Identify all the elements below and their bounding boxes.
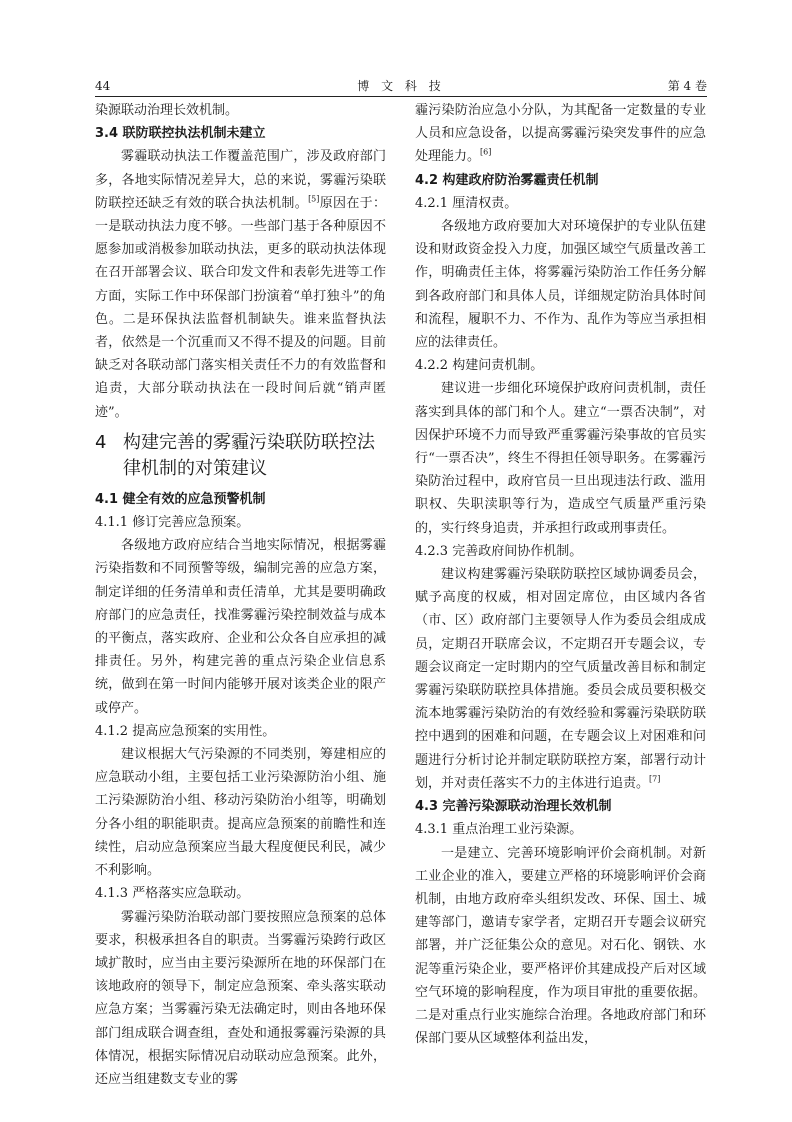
paragraph (415, 563, 706, 795)
text-run: 原因在于：一是联动执法力度不够。一些部门基于各种原因不愿参加或消极参加联动执法，更多的联动执法体现在召开部署会议、联合印发文件和表彰先进等工作方面，实际工作中环保部门扮演着“单打独斗”的角色。二是环保执法监督机制缺失。谁来监督执法者，依然是一个沉重而又不得不提及的问题。目前缺乏对各联动部门落实相关责任不力的有效监督和追责，大部分联动执法在一段时间后就“销声匿迹”。 (95, 195, 386, 420)
text-run: 各级地方政府要加大对环境保护的专业队伍建设和财政资金投入力度，加强区域空气质量改善工作，明确责任主体，将雾霾污染防治工作任务分解到各政府部门和具体人员，详细规定防治具体时间和流程，履职不力、不作为、乱作为等应当承担相应的法律责任。 (415, 219, 706, 351)
text-run: 4.1.3 严格落实应急联动。 (95, 886, 250, 902)
right-column (415, 99, 706, 1050)
text-run: 4.2 构建政府防治雾霾责任机制 (415, 172, 599, 188)
subsection-heading (415, 169, 706, 192)
paragraph (415, 377, 706, 539)
subsection-heading (415, 795, 706, 818)
volume-label: 第 4 卷 (667, 79, 707, 93)
section-number: 4 (95, 431, 107, 453)
paragraph (95, 145, 386, 423)
subsubsection-heading (415, 540, 706, 563)
subsubsection-heading (415, 354, 706, 377)
text-run: 各级地方政府应结合当地实际情况，根据雾霾污染指数和不同预警等级，编制完善的应急方案，制定详细的任务清单和责任清单，尤其是要明确政府部门的应急责任，找准雾霾污染控制效益与成本的平衡点，落实政府、企业和公众各自应承担的减排责任。另外，构建完善的重点污染企业信息系统，做到在第一时间内能够开展对该类企业的限产或停产。 (95, 538, 386, 716)
paragraph (95, 534, 386, 720)
citation-ref: [6] (480, 148, 492, 158)
text-run: 4.2.2 构建问责机制。 (415, 358, 544, 374)
left-column (95, 99, 386, 1091)
text-run: 4.1.1 修订完善应急预案。 (95, 515, 250, 531)
subsection-heading (95, 488, 386, 511)
paragraph (415, 842, 706, 1051)
text-run: 一是建立、完善环境影响评价会商机制。对新工业企业的准入，要建立严格的环境影响评价会商机制，由地方政府牵头组织发改、环保、国土、城建等部门，邀请专家学者，定期召开专题会议研究部署，并广泛征集公众的意见。对石化、钢铁、水泥等重污染企业，要严格评价其建成投产后对区域空气环境的影响程度，作为项目审批的重要依据。二是对重点行业实施综合治理。各地政府部门和环保部门要从区域整体利益出发， (415, 845, 706, 1047)
subsubsection-heading (95, 511, 386, 534)
text-run: 4.3 完善污染源联动治理长效机制 (415, 799, 612, 815)
text-run: 4.2.1 厘清权责。 (415, 195, 518, 211)
section-heading (95, 430, 386, 482)
text-run: 染源联动治理长效机制。 (95, 103, 239, 118)
paragraph (95, 743, 386, 882)
page-header (95, 78, 707, 97)
text-run: 4.3.1 重点治理工业污染源。 (415, 822, 583, 838)
text-run: 雾霾污染防治联动部门要按照应急预案的总体要求，积极承担各自的职责。当雾霾污染跨行政区域扩散时，应当由主要污染源所在地的环保部门在该地政府的领导下，制定应急预案、牵头落实联动应急方案；当雾霾污染无法确定时，则由各地环保部门组成联合调查组，查处和通报雾霾污染源的具体情况，根据实际情况启动联动应急预案。此外，还应当组建数支专业的雾 (95, 909, 386, 1087)
journal-title: 博 文 科 技 (357, 79, 445, 93)
subsection-heading (95, 122, 386, 145)
subsubsection-heading (415, 192, 706, 215)
text-run: 3.4 联防联控执法机制未建立 (95, 126, 266, 142)
page-number: 44 (95, 79, 111, 93)
paragraph-continuation (415, 99, 706, 169)
text-run: 4.1.2 提高应急预案的实用性。 (95, 723, 276, 739)
subsubsection-heading (95, 720, 386, 743)
subsubsection-heading (415, 818, 706, 841)
text-run: 建议构建雾霾污染联防联控区域协调委员会，赋予高度的权威，相对固定席位，由区域内各省（市、区）政府部门主要领导人作为委员会组成成员，定期召开联席会议，不定期召开专题会议，专题会议商定一定时期内的空气质量改善目标和制定雾霾污染联防联控具体措施。委员会成员要积极交流本地雾霾污染防治的有效经验和雾霾污染联防联控中遇到的困难和问题，在专题会议上对困难和问题进行分析讨论并制定联防联控方案，部署行动计划，并对责任落实不力的主体进行追责。 (415, 567, 706, 791)
section-title: 构建完善的雾霾污染联防联控法律机制的对策建议 (123, 431, 375, 479)
text-run: 建议进一步细化环境保护政府问责机制，责任落实到具体的部门和个人。建立“一票否决制”，对因保护环境不力而导致严重雾霾污染事故的官员实行“一票否决”，终生不得担任领导职务。在雾霾污染防治过程中，政府官员一旦出现违法行政、滥用职权、失职渎职等行为，造成空气质量严重污染的，实行终身追责，并承担行政或刑事责任。 (415, 381, 706, 536)
text-run: 4.2.3 完善政府间协作机制。 (415, 543, 583, 559)
text-run: 雾霾联动执法工作覆盖范围广，涉及政府部门多，各地实际情况差异大，总的来说，雾霾污染联防联控还缺乏有效的联合执法机制。 (95, 149, 386, 211)
text-run: 4.1 健全有效的应急预警机制 (95, 491, 266, 507)
text-run: 霾污染防治应急小分队，为其配备一定数量的专业人员和应急设备，以提高雾霾污染突发事件的应急处理能力。 (415, 103, 706, 165)
text-run: 建议根据大气污染源的不同类别，筹建相应的应急联动小组，主要包括工业污染源防治小组、施工污染源防治小组、移动污染防治小组等，明确划分各小组的职能职责。提高应急预案的前瞻性和连续性，启动应急预案应当最大程度便民利民，减少不利影响。 (95, 747, 386, 879)
paragraph-continuation (95, 99, 386, 122)
subsubsection-heading (95, 882, 386, 905)
paragraph (415, 215, 706, 354)
citation-ref: [7] (649, 774, 661, 784)
paragraph (95, 906, 386, 1092)
citation-ref: [5] (308, 194, 320, 204)
